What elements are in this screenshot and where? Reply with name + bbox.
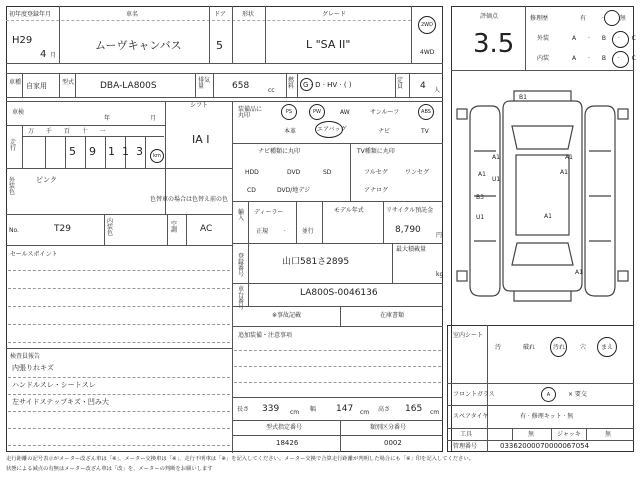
interior-options: A · B · C — [572, 55, 636, 62]
model-value: DBA-LA800S — [100, 81, 157, 91]
navi-label: ナビ種類に丸印 — [258, 148, 301, 155]
registration-value: 山口581さ2895 — [282, 257, 350, 267]
exterior-options: A · B · C — [572, 35, 636, 42]
jack-label: ジャッキ — [557, 431, 581, 438]
type-spec-label: 型式指定番号 — [266, 424, 303, 431]
usage-value: 自家用 — [26, 82, 47, 90]
manage-value: 03362000070000067054 — [500, 442, 590, 450]
mileage-label: 走行 — [10, 139, 17, 152]
chassis-value: LA800S-0046136 — [300, 288, 378, 298]
usage-label: 車種 — [9, 79, 22, 86]
max-load-label: 最大積載量 — [396, 246, 427, 253]
repair-label: 修理歴 — [530, 15, 549, 22]
footer-note-2: 状態による減点の有無はメーター改ざん車は「改」を、メーターの判断をお願いします — [6, 466, 213, 472]
max-load-unit: kg — [436, 271, 444, 278]
inspector-line-2: ハンドルスレ・シートスレ — [12, 381, 96, 389]
equipment-label: 装備品に丸印 — [238, 106, 263, 119]
car-name-value: ムーヴキャンバス — [95, 39, 182, 52]
reg-month-unit: 月 — [50, 52, 57, 59]
capacity-label: 定員 — [397, 77, 404, 90]
aircon-value: AC — [200, 224, 213, 234]
car-name-label: 車名 — [126, 11, 139, 18]
recycle-label: リサイクル預託金 — [386, 207, 434, 214]
windshield-opt-2: × 要交 — [568, 391, 587, 398]
interior-opt-4: 穴 — [580, 344, 587, 351]
tv-analog: アナログ — [364, 187, 389, 194]
chassis-label: 車台番号 — [238, 286, 245, 311]
height-unit: cm — [430, 409, 440, 416]
door-value: 5 — [216, 39, 223, 52]
recycle-value: 8,790 — [395, 225, 421, 235]
tools-label: 工具 — [460, 431, 473, 438]
damage-mark-10: A1 — [575, 269, 583, 276]
mileage-digit-2: 9 — [89, 145, 96, 158]
damage-mark-6: A1 — [560, 169, 568, 176]
exterior-c-circle — [612, 31, 629, 48]
capacity-value: 4 — [420, 81, 426, 91]
navi-cd: CD — [247, 187, 256, 194]
equip-pw-circle: PW — [309, 104, 325, 120]
score-value: 3.5 — [473, 29, 515, 59]
tv-label: TV種類に丸印 — [357, 148, 395, 155]
inspector-label: 検査員報告 — [10, 353, 41, 360]
model-year-label: モデル年式 — [334, 207, 364, 214]
color-label: 外装色 — [9, 177, 16, 196]
height-value: 165 — [405, 404, 423, 414]
mileage-digit-1: 5 — [69, 145, 76, 158]
mileage-digit-3: 1 — [108, 145, 115, 158]
shift-value: IA I — [192, 133, 210, 146]
inspector-line-1: 内張りれキズ — [12, 364, 54, 372]
aircon-label: 空調 — [171, 221, 178, 234]
reg-year-label: 初年度登録年月 — [9, 11, 52, 18]
length-label: 長さ — [237, 406, 250, 413]
recycle-unit: 円 — [436, 232, 443, 239]
plate-label: No. — [9, 227, 19, 234]
model-label: 型式 — [62, 79, 75, 86]
color-change-note: 色替車の場合は色替え前の色 — [150, 196, 229, 203]
equip-sunroof: サンルーフ — [370, 109, 400, 116]
damage-mark-8: U1 — [476, 214, 485, 221]
shift-label: シフト — [190, 102, 209, 109]
category-value: 0002 — [384, 439, 402, 447]
width-value: 147 — [336, 404, 354, 414]
extra-label: 追加装備・注意事項 — [238, 332, 293, 339]
width-unit: cm — [360, 409, 370, 416]
score-label: 評価点 — [480, 13, 499, 20]
equip-ps-circle: PS — [281, 104, 297, 120]
damage-mark-9: A1 — [544, 213, 552, 220]
dealer-options: 正規 · 並行 — [256, 228, 314, 235]
plate-value: T29 — [54, 224, 71, 234]
type-spec-value: 18426 — [276, 439, 299, 447]
interior-opt-5: まえ — [601, 344, 614, 351]
reg-month-value: 4 — [40, 49, 47, 60]
interior-opt-2: 破れ — [523, 344, 536, 351]
width-label: 幅 — [310, 406, 317, 413]
color-value: ピンク — [36, 176, 57, 184]
displacement-unit: cc — [268, 87, 275, 94]
interior-label: 内装 — [537, 55, 550, 62]
equip-tv: TV — [421, 128, 429, 135]
length-unit: cm — [290, 409, 300, 416]
damage-mark-4: U1 — [492, 176, 501, 183]
interior-seat-label: 室内シート — [453, 332, 484, 339]
inspection-year-unit: 年 — [104, 115, 111, 122]
drive-4wd-label: 4WD — [420, 49, 435, 56]
interior-c-circle — [612, 51, 629, 68]
reg-year-value: H29 — [12, 35, 33, 46]
mileage-digit-4: 1 — [122, 145, 129, 158]
navi-dvd-tv: DVD/地デジ — [277, 187, 311, 194]
damage-mark-3: A1 — [565, 154, 573, 161]
jack-value: 無 — [605, 431, 612, 438]
inspection-label: 車検 — [12, 109, 25, 116]
mileage-digits-header: 万 千 百 十 一 — [28, 128, 106, 135]
inspector-line-3: 左サイドステップキズ・凹み大 — [12, 398, 109, 406]
damage-mark-1: B1 — [519, 94, 527, 101]
repair-none-circle — [604, 10, 620, 26]
grade-label: グレード — [322, 11, 347, 18]
mileage-km-circle: km — [150, 149, 164, 163]
navi-dvd: DVD — [287, 169, 301, 176]
spare-label: スペアタイヤ — [453, 413, 489, 420]
tv-oneseg: ワンセグ — [405, 169, 430, 176]
equip-navi: ナビ — [378, 128, 391, 135]
tools-value: 無 — [528, 431, 535, 438]
drive-2wd-circle: 2WD — [418, 16, 436, 34]
displacement-value: 658 — [232, 81, 250, 91]
windshield-label: フロントガラス — [453, 391, 495, 398]
equip-leather: 本革 — [284, 128, 297, 135]
windshield-a-circle: A — [541, 387, 556, 402]
exterior-label: 外装 — [537, 35, 550, 42]
displacement-label: 排気量 — [198, 77, 211, 90]
fuel-label: 燃料 — [288, 77, 295, 90]
interior-opt-3: 汚れ — [553, 344, 566, 351]
navi-sd: SD — [323, 169, 332, 176]
inspection-month-unit: 月 — [150, 115, 157, 122]
manage-label: 管理番号 — [453, 443, 478, 450]
sales-point-label: セールスポイント — [10, 251, 58, 258]
mileage-digit-5: 3 — [136, 145, 143, 158]
height-label: 高さ — [378, 406, 391, 413]
grade-value: L "SA II" — [306, 38, 351, 51]
door-label: ドア — [214, 11, 226, 18]
history-label: 輸入 — [238, 209, 245, 222]
stock-label: 在庫書類 — [380, 312, 405, 319]
damage-mark-7: B3 — [476, 194, 484, 201]
footer-note-1: 走行距離の記号表示がメーター改ざん車は「※」、メーター交換車は「※」、走行不明車は「※」を記入してください。メーター交換で合算走行距離が判明した場合にも「※」印を記入してください。 — [6, 456, 474, 462]
interior-color-label: 内装色 — [107, 218, 114, 237]
dealer-memo-label: ※事故記載 — [272, 312, 302, 319]
equip-abs-circle: ABS — [418, 104, 434, 120]
damage-mark-5: A1 — [478, 171, 486, 178]
category-label: 類別区分番号 — [370, 424, 407, 431]
dealer-label: ディーラー — [254, 209, 284, 216]
repair-options: 有 · 無 — [580, 15, 626, 22]
fuel-options: G · D · HV · ( ) — [303, 81, 352, 89]
interior-opt-1: 汚 — [495, 344, 502, 351]
length-value: 339 — [262, 404, 280, 414]
equip-aw: AW — [340, 109, 350, 116]
damage-mark-2: A1 — [492, 154, 500, 161]
equip-airbag: エアバッグ — [317, 126, 347, 133]
tv-fullseg: フルセグ — [364, 169, 388, 176]
registration-label: 登録番号 — [238, 253, 245, 278]
shape-label: 形状 — [242, 11, 255, 18]
spare-options: 有 · 修理キット · 無 — [520, 413, 574, 420]
capacity-unit: 人 — [434, 87, 441, 94]
navi-hdd: HDD — [245, 169, 259, 176]
